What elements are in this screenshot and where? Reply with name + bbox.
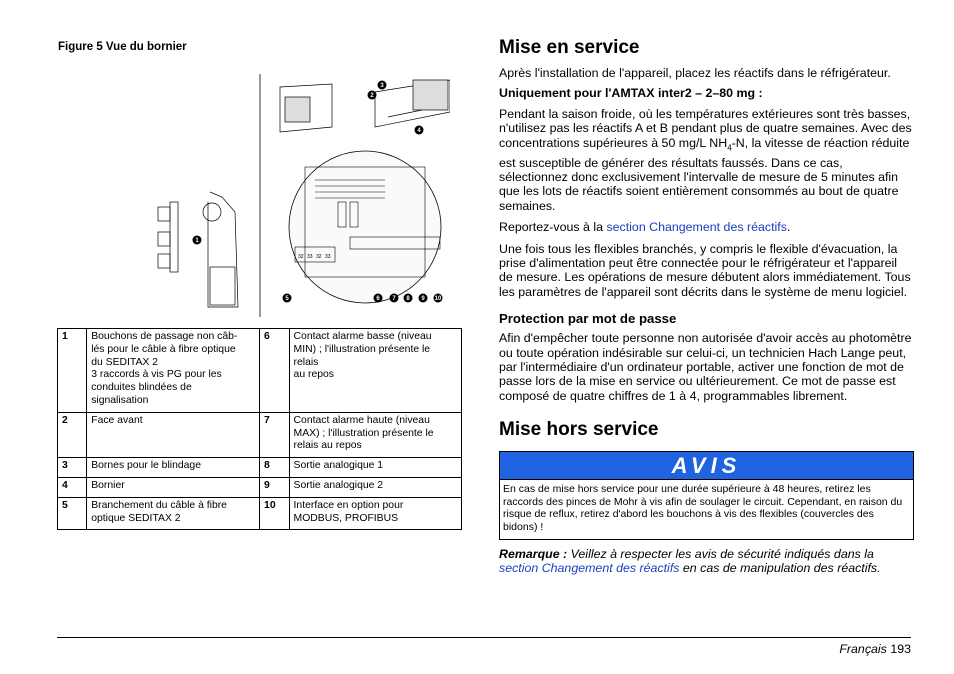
legend-number: 6 (260, 329, 290, 413)
legend-number: 8 (260, 458, 290, 478)
section-title-mise-hors-service: Mise hors service (499, 419, 659, 441)
callout-10: 10 (434, 296, 442, 302)
legend-row (58, 497, 462, 530)
legend-number: 5 (58, 497, 87, 530)
legend-row (58, 477, 462, 497)
callout-6: 6 (376, 296, 380, 302)
legend-number: 10 (260, 497, 290, 530)
legend-row (58, 458, 462, 478)
hoses-paragraph: Une fois tous les flexibles branchés, y compris le flexible d'évacuation, la prise d'alimentation peut être connectée pour le réfrigérateur et l'appareil de mesure. Les opérations de mesure débutent alors immédiatement. Tous les paramètres de l'appareil sont décrits dans le système de menu logiciel. (499, 241, 911, 299)
notice-heading: AVIS (500, 452, 913, 480)
legend-number: 7 (260, 412, 290, 457)
legend-text: Bornes pour le blindage (87, 458, 260, 478)
terminal-label: 32 (316, 254, 322, 260)
callout-4: 4 (417, 128, 421, 134)
terminal-label: 33 (307, 254, 313, 260)
side-view (158, 192, 238, 307)
callout-2: 2 (370, 93, 374, 99)
page-footer: Français 193 (839, 642, 911, 656)
legend-text: Sortie analogique 2 (289, 477, 461, 497)
legend-text: Interface en option pour MODBUS, PROFIBUS (289, 497, 461, 530)
legend-text: Bornier (87, 477, 260, 497)
legend-text: Sortie analogique 1 (289, 458, 461, 478)
legend-number: 4 (58, 477, 87, 497)
terminal-label: 32 (298, 254, 304, 260)
callout-7: 7 (392, 296, 396, 302)
password-paragraph: Afin d'empêcher toute personne non autorisée d'avoir accès au photomètre ou toute opération indésirable sur celui-ci, un technicien Hach Lange peut, par l'intermédiaire d'un ordinateur portable, activer une fonction de mot de passe lors de la mise en service ou ultérieurement. Ce mot de passe est composé de quatre chiffres de 1 à 4, programmables librement. (499, 331, 912, 403)
legend-text: Contact alarme basse (niveau MIN) ; l'illustration présente le relais au repos (289, 329, 461, 413)
section-title-mise-en-service: Mise en service (499, 37, 640, 58)
reference-paragraph: Reportez-vous à la section Changement des réactifs. (499, 220, 791, 235)
legend-text: Bouchons de passage non câb- lés pour le câble à fibre optique du SEDITAX 2 3 raccords à vis PG pour les conduites blindées de signalisation (87, 329, 260, 413)
legend-text: Face avant (87, 412, 260, 457)
footer-rule (57, 637, 911, 638)
callout-5: 5 (285, 296, 289, 302)
legend-number: 1 (58, 329, 87, 413)
link-changement-reactifs[interactable]: section Changement des réactifs (606, 220, 787, 235)
page-number: 193 (890, 642, 911, 656)
remark-paragraph: Remarque : Veillez à respecter les avis de sécurité indiqués dans la section Changement des réactifs en cas de manipulation des réactifs. (499, 546, 881, 575)
legend-number: 9 (260, 477, 290, 497)
legend-text: Branchement du câble à fibre optique SEDITAX 2 (87, 497, 260, 530)
legend-row (58, 329, 462, 413)
legend-table (57, 328, 462, 530)
notice-box (499, 451, 914, 539)
device-view (280, 80, 450, 132)
terminal-label: 33 (325, 254, 331, 260)
cold-season-paragraph: Pendant la saison froide, où les températures extérieures sont très basses, n'utilisez pas les réactifs A et B pendant plus de quatre semaines. Avec des concentrations supérieures à 50 mg/L $NH_4-N$, la vitesse de réaction réduite est susceptible de générer des résultats faussés. Dans ce cas, sélectionnez donc exclusivement l'intervalle de mesure de 5 minutes afin que les lots de réactifs soient entièrement consommés au bout de quatre semaines. (499, 106, 912, 213)
legend-text: Contact alarme haute (niveau MAX) ; l'illustration présente le relais au repos (289, 412, 461, 457)
legend-number: 2 (58, 412, 87, 457)
notice-body: En cas de mise hors service pour une durée supérieure à 48 heures, retirez les raccords des pinces de Mohr à vis afin de soulager le circuit. Cependant, en raison du risque de reflux, retirez d'abord les bouchons à vis des flexibles (couvercles des bidons) ! (503, 483, 903, 533)
callout-1: 1 (195, 238, 199, 244)
intro-paragraph: Après l'installation de l'appareil, placez les réactifs dans le réfrigérateur. (499, 66, 891, 80)
figure-caption: Figure 5 Vue du bornier (58, 41, 187, 53)
subhead: Uniquement pour l'AMTAX inter2 – 2–80 mg : (499, 86, 763, 101)
legend-number: 3 (58, 458, 87, 478)
terminal-block-illustration (150, 72, 450, 322)
legend-row (58, 412, 462, 457)
callout-3: 3 (380, 83, 384, 89)
callout-8: 8 (406, 296, 410, 302)
section-title-protection: Protection par mot de passe (499, 311, 677, 327)
right-column (499, 36, 914, 575)
link-changement-reactifs-2[interactable]: section Changement des réactifs (499, 560, 680, 575)
callout-9: 9 (421, 296, 425, 302)
